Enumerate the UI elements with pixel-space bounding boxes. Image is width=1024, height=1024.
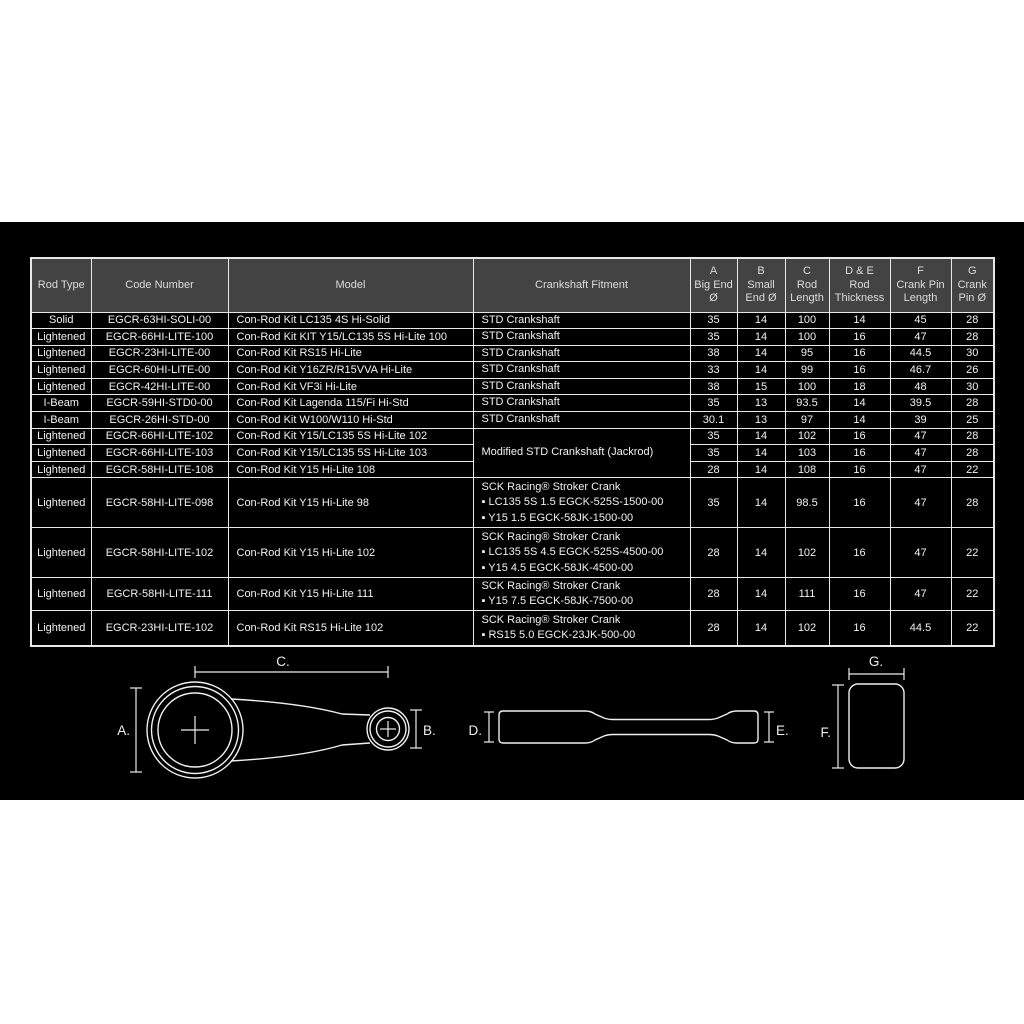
- table-row: [31, 528, 994, 578]
- model-cell: Con-Rod Kit KIT Y15/LC135 5S Hi-Lite 100: [228, 329, 473, 346]
- table-header: [31, 258, 994, 312]
- crank-pin-outline: [849, 684, 904, 768]
- big-end-cell: 38: [690, 378, 737, 395]
- rod-thickness-cell: 14: [829, 312, 890, 329]
- small-end-cell: 14: [737, 362, 785, 379]
- big-end-cell: 35: [690, 312, 737, 329]
- rod-length-cell: 103: [785, 445, 829, 462]
- crank-pin-length-cell: 47: [890, 445, 951, 462]
- crank-pin-length-cell: 45: [890, 312, 951, 329]
- conrod-front-view: [147, 682, 409, 778]
- code-number-cell: EGCR-66HI-LITE-102: [91, 428, 228, 445]
- code-number-cell: EGCR-26HI-STD-00: [91, 412, 228, 429]
- rod-length-cell: 100: [785, 312, 829, 329]
- crank-pin-dia-cell: 28: [951, 428, 994, 445]
- code-number-cell: EGCR-58HI-LITE-102: [91, 528, 228, 578]
- crankshaft-fitment-cell: STD Crankshaft: [473, 362, 690, 379]
- dim-e: [764, 712, 789, 742]
- rod-thickness-cell: 16: [829, 445, 890, 462]
- small-end-cell: 13: [737, 412, 785, 429]
- table-row: [31, 412, 994, 429]
- rod-length-cell: 102: [785, 611, 829, 646]
- rod-length-cell: 102: [785, 528, 829, 578]
- rod-thickness-cell: 16: [829, 611, 890, 646]
- rod-thickness-cell: 14: [829, 412, 890, 429]
- crank-pin-dia-cell: 26: [951, 362, 994, 379]
- small-end-cell: 14: [737, 461, 785, 478]
- small-end-crosshair-icon: [380, 721, 396, 737]
- rod-length-cell: 99: [785, 362, 829, 379]
- dim-label-d: D.: [468, 723, 482, 738]
- conrod-side-view: [499, 711, 758, 743]
- column-header: D & E Rod Thickness: [829, 258, 890, 312]
- code-number-cell: EGCR-42HI-LITE-00: [91, 378, 228, 395]
- crankshaft-fitment-cell: SCK Racing® Stroker Crank ▪ Y15 7.5 EGCK-58JK-7500-00: [473, 578, 690, 611]
- rod-type-cell: I-Beam: [31, 395, 91, 412]
- rod-type-cell: I-Beam: [31, 412, 91, 429]
- table-row: [31, 611, 994, 646]
- rod-thickness-cell: 14: [829, 395, 890, 412]
- small-end-cell: 14: [737, 528, 785, 578]
- rod-length-cell: 100: [785, 329, 829, 346]
- column-header: Model: [228, 258, 473, 312]
- rod-thickness-cell: 16: [829, 478, 890, 528]
- code-number-cell: EGCR-63HI-SOLI-00: [91, 312, 228, 329]
- model-cell: Con-Rod Kit RS15 Hi-Lite: [228, 345, 473, 362]
- crankshaft-fitment-cell: STD Crankshaft: [473, 345, 690, 362]
- big-end-cell: 30.1: [690, 412, 737, 429]
- rod-thickness-cell: 16: [829, 461, 890, 478]
- rod-type-cell: Lightened: [31, 378, 91, 395]
- model-cell: Con-Rod Kit Y15/LC135 5S Hi-Lite 102: [228, 428, 473, 445]
- rod-type-cell: Lightened: [31, 578, 91, 611]
- code-number-cell: EGCR-58HI-LITE-098: [91, 478, 228, 528]
- code-number-cell: EGCR-58HI-LITE-108: [91, 461, 228, 478]
- table-row: [31, 578, 994, 611]
- dim-b: [410, 710, 436, 748]
- column-header: Crankshaft Fitment: [473, 258, 690, 312]
- table-row: [31, 362, 994, 379]
- spec-sheet: [0, 222, 1024, 800]
- table-row: [31, 345, 994, 362]
- code-number-cell: EGCR-58HI-LITE-111: [91, 578, 228, 611]
- crankshaft-fitment-cell: STD Crankshaft: [473, 412, 690, 429]
- rod-type-cell: Lightened: [31, 329, 91, 346]
- rod-thickness-cell: 16: [829, 329, 890, 346]
- code-number-cell: EGCR-23HI-LITE-102: [91, 611, 228, 646]
- rod-length-cell: 100: [785, 378, 829, 395]
- crank-pin-length-cell: 47: [890, 528, 951, 578]
- model-cell: Con-Rod Kit Y15/LC135 5S Hi-Lite 103: [228, 445, 473, 462]
- big-end-cell: 35: [690, 329, 737, 346]
- crankshaft-fitment-cell: STD Crankshaft: [473, 312, 690, 329]
- small-end-cell: 13: [737, 395, 785, 412]
- crank-pin-dia-cell: 28: [951, 329, 994, 346]
- crank-pin-dia-cell: 28: [951, 445, 994, 462]
- model-cell: Con-Rod Kit LC135 4S Hi-Solid: [228, 312, 473, 329]
- rod-type-cell: Lightened: [31, 478, 91, 528]
- model-cell: Con-Rod Kit RS15 Hi-Lite 102: [228, 611, 473, 646]
- rod-length-cell: 111: [785, 578, 829, 611]
- crankshaft-fitment-cell: SCK Racing® Stroker Crank ▪ RS15 5.0 EGCK-23JK-500-00: [473, 611, 690, 646]
- big-end-cell: 35: [690, 478, 737, 528]
- model-cell: Con-Rod Kit W100/W110 Hi-Std: [228, 412, 473, 429]
- model-cell: Con-Rod Kit Y15 Hi-Lite 98: [228, 478, 473, 528]
- rod-length-cell: 93.5: [785, 395, 829, 412]
- rod-thickness-cell: 16: [829, 362, 890, 379]
- rod-length-cell: 98.5: [785, 478, 829, 528]
- big-end-cell: 28: [690, 578, 737, 611]
- table-row: [31, 312, 994, 329]
- crank-pin-length-cell: 44.5: [890, 611, 951, 646]
- crank-pin-dia-cell: 30: [951, 345, 994, 362]
- table-row: [31, 395, 994, 412]
- small-end-cell: 14: [737, 611, 785, 646]
- column-header: B Small End Ø: [737, 258, 785, 312]
- rod-beam-top-edge: [231, 699, 370, 715]
- conrod-technical-diagrams: [0, 650, 1024, 800]
- big-end-cell: 28: [690, 528, 737, 578]
- dim-a: [117, 688, 142, 772]
- rod-type-cell: Lightened: [31, 345, 91, 362]
- rod-beam-bottom-edge: [231, 743, 370, 761]
- column-header: G Crank Pin Ø: [951, 258, 994, 312]
- small-end-cell: 14: [737, 312, 785, 329]
- crank-pin-length-cell: 47: [890, 478, 951, 528]
- small-end-cell: 15: [737, 378, 785, 395]
- rod-thickness-cell: 16: [829, 428, 890, 445]
- crankshaft-fitment-cell: Modified STD Crankshaft (Jackrod): [473, 428, 690, 478]
- crank-pin-dia-cell: 30: [951, 378, 994, 395]
- crank-pin-view: [849, 684, 904, 768]
- code-number-cell: EGCR-60HI-LITE-00: [91, 362, 228, 379]
- dim-f: [820, 685, 844, 768]
- rod-type-cell: Lightened: [31, 362, 91, 379]
- rod-length-cell: 97: [785, 412, 829, 429]
- crank-pin-length-cell: 48: [890, 378, 951, 395]
- column-header: A Big End Ø: [690, 258, 737, 312]
- table-header-row: [31, 258, 994, 312]
- crankshaft-fitment-cell: SCK Racing® Stroker Crank ▪ LC135 5S 4.5 EGCK-525S-4500-00 ▪ Y15 4.5 EGCK-58JK-4500-00: [473, 528, 690, 578]
- crankshaft-fitment-cell: STD Crankshaft: [473, 329, 690, 346]
- big-end-cell: 28: [690, 461, 737, 478]
- crank-pin-dia-cell: 22: [951, 611, 994, 646]
- table-body: [31, 312, 994, 646]
- table-row: [31, 478, 994, 528]
- dim-label-g: G.: [868, 654, 884, 669]
- code-number-cell: EGCR-66HI-LITE-100: [91, 329, 228, 346]
- rod-side-outline: [499, 711, 758, 743]
- column-header: F Crank Pin Length: [890, 258, 951, 312]
- crank-pin-dia-cell: 22: [951, 528, 994, 578]
- big-end-cell: 35: [690, 445, 737, 462]
- rod-type-cell: Lightened: [31, 445, 91, 462]
- big-end-cell: 35: [690, 395, 737, 412]
- spec-table: [30, 257, 995, 647]
- small-end-cell: 14: [737, 428, 785, 445]
- crank-pin-length-cell: 47: [890, 461, 951, 478]
- dim-label-e: E.: [776, 723, 789, 738]
- small-end-cell: 14: [737, 578, 785, 611]
- crank-pin-dia-cell: 22: [951, 578, 994, 611]
- model-cell: Con-Rod Kit Y15 Hi-Lite 108: [228, 461, 473, 478]
- code-number-cell: EGCR-66HI-LITE-103: [91, 445, 228, 462]
- crank-pin-length-cell: 46.7: [890, 362, 951, 379]
- rod-length-cell: 102: [785, 428, 829, 445]
- crank-pin-dia-cell: 28: [951, 312, 994, 329]
- crank-pin-dia-cell: 28: [951, 478, 994, 528]
- dim-label-c: C.: [276, 654, 290, 669]
- rod-thickness-cell: 18: [829, 378, 890, 395]
- model-cell: Con-Rod Kit Y15 Hi-Lite 111: [228, 578, 473, 611]
- rod-thickness-cell: 16: [829, 345, 890, 362]
- crank-pin-length-cell: 47: [890, 428, 951, 445]
- column-header: Rod Type: [31, 258, 91, 312]
- big-end-cell: 28: [690, 611, 737, 646]
- column-header: C Rod Length: [785, 258, 829, 312]
- small-end-cell: 14: [737, 329, 785, 346]
- big-end-crosshair-icon: [181, 716, 209, 744]
- model-cell: Con-Rod Kit Y15 Hi-Lite 102: [228, 528, 473, 578]
- crank-pin-dia-cell: 25: [951, 412, 994, 429]
- rod-thickness-cell: 16: [829, 528, 890, 578]
- small-end-cell: 14: [737, 478, 785, 528]
- crank-pin-length-cell: 44.5: [890, 345, 951, 362]
- rod-type-cell: Lightened: [31, 428, 91, 445]
- crankshaft-fitment-cell: STD Crankshaft: [473, 378, 690, 395]
- dim-g: [849, 654, 904, 680]
- rod-thickness-cell: 16: [829, 578, 890, 611]
- dim-label-b: B.: [423, 723, 436, 738]
- crank-pin-length-cell: 47: [890, 578, 951, 611]
- big-end-cell: 38: [690, 345, 737, 362]
- small-end-cell: 14: [737, 445, 785, 462]
- small-end-cell: 14: [737, 345, 785, 362]
- rod-type-cell: Solid: [31, 312, 91, 329]
- crankshaft-fitment-cell: SCK Racing® Stroker Crank ▪ LC135 5S 1.5 EGCK-525S-1500-00 ▪ Y15 1.5 EGCK-58JK-1500-00: [473, 478, 690, 528]
- rod-type-cell: Lightened: [31, 528, 91, 578]
- dim-d: [469, 712, 495, 742]
- crank-pin-dia-cell: 22: [951, 461, 994, 478]
- crank-pin-length-cell: 47: [890, 329, 951, 346]
- model-cell: Con-Rod Kit VF3i Hi-Lite: [228, 378, 473, 395]
- rod-length-cell: 108: [785, 461, 829, 478]
- table-row: [31, 378, 994, 395]
- rod-type-cell: Lightened: [31, 461, 91, 478]
- model-cell: Con-Rod Kit Y16ZR/R15VVA Hi-Lite: [228, 362, 473, 379]
- dim-c: [195, 654, 388, 678]
- code-number-cell: EGCR-23HI-LITE-00: [91, 345, 228, 362]
- rod-length-cell: 95: [785, 345, 829, 362]
- big-end-cell: 33: [690, 362, 737, 379]
- column-header: Code Number: [91, 258, 228, 312]
- dim-label-f: F.: [820, 725, 831, 740]
- rod-type-cell: Lightened: [31, 611, 91, 646]
- table-row: [31, 329, 994, 346]
- model-cell: Con-Rod Kit Lagenda 115/Fi Hi-Std: [228, 395, 473, 412]
- table-row: [31, 428, 994, 445]
- dim-label-a: A.: [117, 723, 130, 738]
- crank-pin-length-cell: 39: [890, 412, 951, 429]
- crank-pin-dia-cell: 28: [951, 395, 994, 412]
- code-number-cell: EGCR-59HI-STD0-00: [91, 395, 228, 412]
- crank-pin-length-cell: 39.5: [890, 395, 951, 412]
- big-end-cell: 35: [690, 428, 737, 445]
- crankshaft-fitment-cell: STD Crankshaft: [473, 395, 690, 412]
